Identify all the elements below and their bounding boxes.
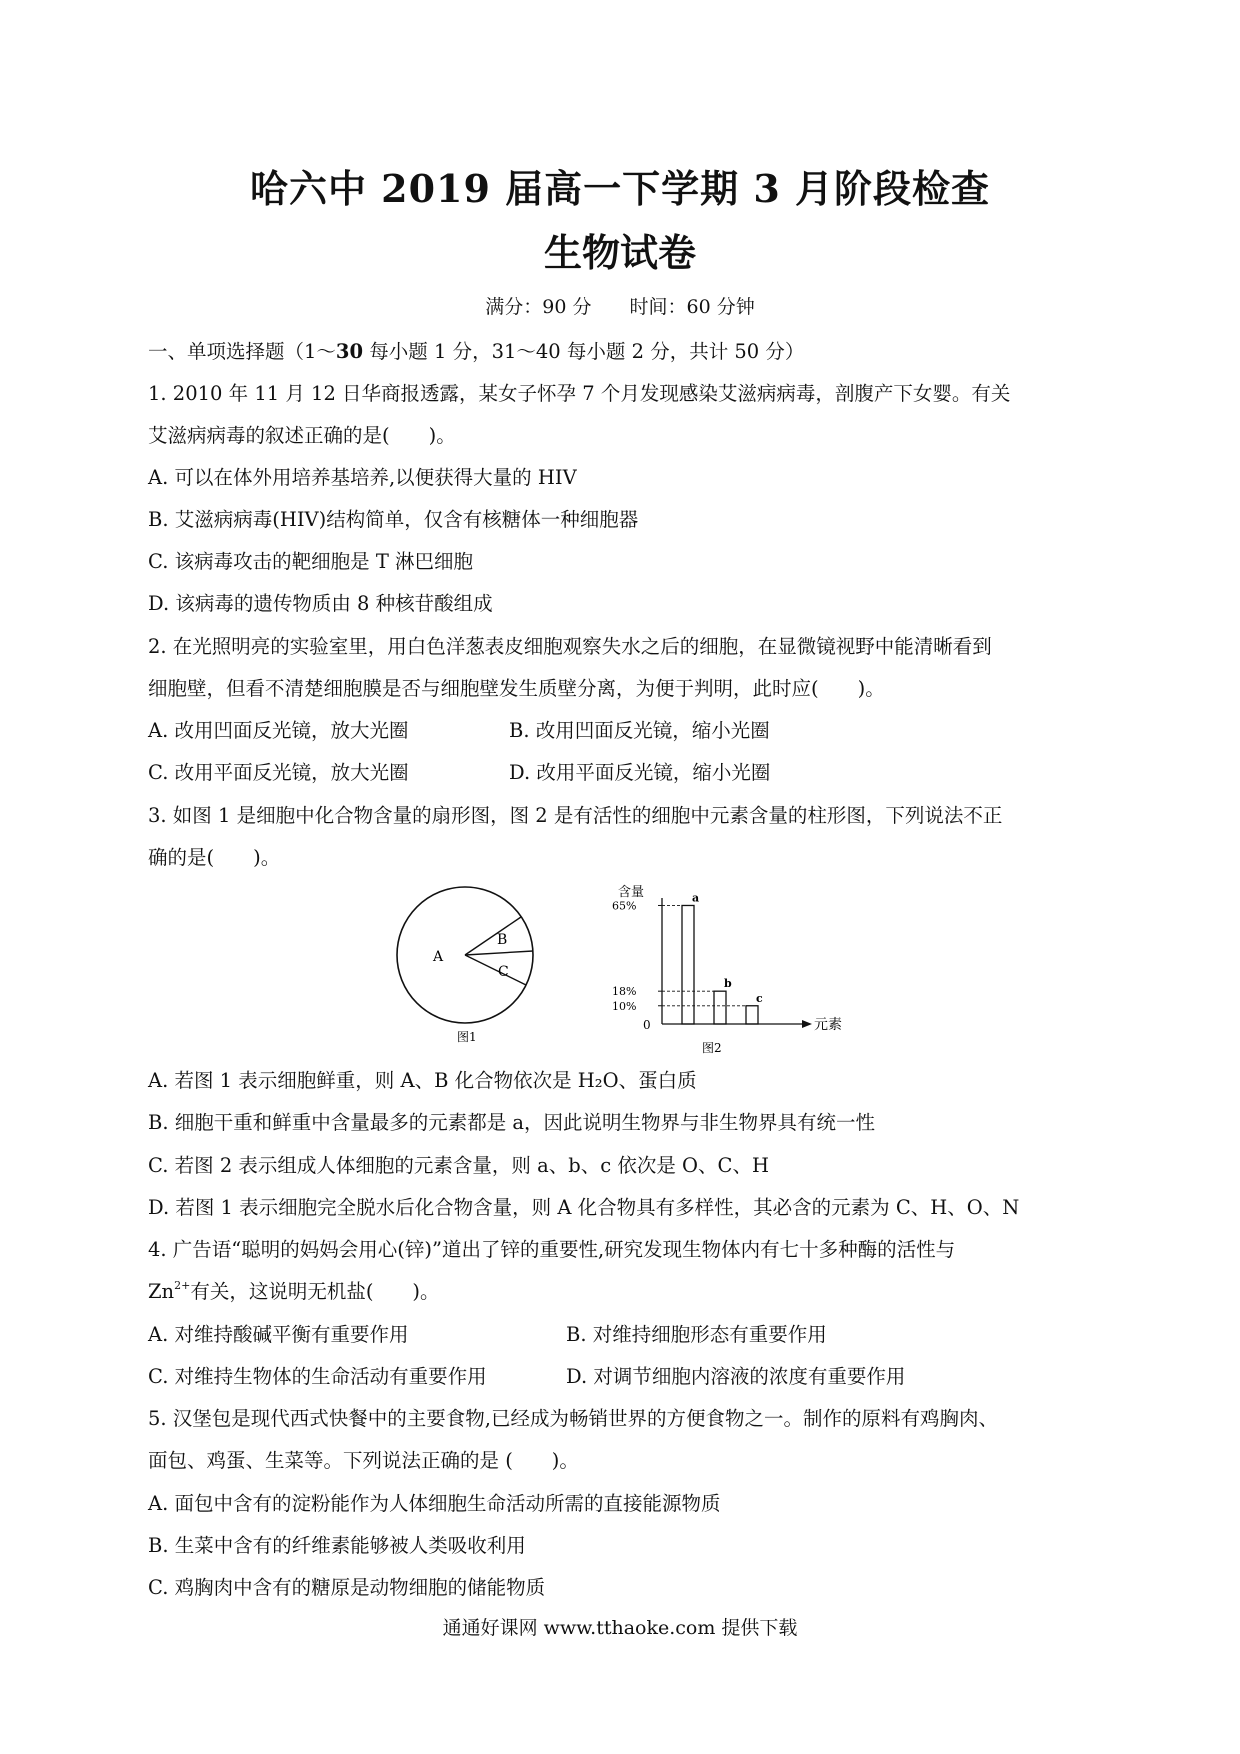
bar-label-b: b xyxy=(724,977,732,991)
bar-label-c: c xyxy=(756,991,763,1005)
x-axis-arrow xyxy=(802,1020,812,1028)
bar-b xyxy=(714,991,726,1024)
exam-title: 哈六中 2019 届高一下学期 3 月阶段检查 xyxy=(249,166,991,211)
pie-label-c: C xyxy=(498,964,509,980)
exam-meta xyxy=(0,292,1240,319)
y-tick-label: 10% xyxy=(612,999,637,1013)
exam-time: 时间：60 分钟 xyxy=(629,296,755,318)
figure-2-caption: 图2 xyxy=(702,1041,722,1055)
q5-option-a: A. 面包中含有的淀粉能作为人体细胞生命活动所需的直接能源物质 xyxy=(148,1492,721,1515)
bar-group xyxy=(612,891,763,1024)
x-axis-title: 元素 xyxy=(814,1017,842,1033)
q4-stem-line2 xyxy=(148,1279,440,1303)
q4-option-c: C. 对维持生物体的生命活动有重要作用 xyxy=(148,1365,487,1388)
section-heading xyxy=(148,342,804,362)
figure-1-pie xyxy=(395,885,535,1060)
q4-option-b: B. 对维持细胞形态有重要作用 xyxy=(566,1323,827,1346)
pie-divider-2 xyxy=(465,951,533,955)
q5-stem-line1: 5. 汉堡包是现代西式快餐中的主要食物,已经成为畅销世界的方便食物之一。制作的原料有鸡胸肉、 xyxy=(148,1407,999,1430)
q3-option-d: D. 若图 1 表示细胞完全脱水后化合物含量，则 A 化合物具有多样性，其必含的元素为 C、H、O、N xyxy=(148,1196,1020,1219)
pie-divider-3 xyxy=(465,955,526,985)
q1-option-b: B. 艾滋病病毒(HIV)结构简单，仅含有核糖体一种细胞器 xyxy=(148,508,639,531)
section-heading-post: 每小题 1 分，31～40 每小题 2 分，共计 50 分） xyxy=(363,340,805,363)
section-heading-pre: 一、单项选择题（1～ xyxy=(148,340,336,363)
q3-option-c: C. 若图 2 表示组成人体细胞的元素含量，则 a、b、c 依次是 O、C、H xyxy=(148,1154,769,1177)
q1-stem-line2: 艾滋病病毒的叙述正确的是( )。 xyxy=(148,424,456,447)
zinc-charge: 2+ xyxy=(174,1279,191,1292)
footer-source: 通通好课网 www.tthaoke.com 提供下载 xyxy=(442,1617,798,1639)
figure-1-caption: 图1 xyxy=(457,1030,477,1044)
y-axis-title: 含量 xyxy=(618,885,645,900)
q5-option-c: C. 鸡胸肉中含有的糖原是动物细胞的储能物质 xyxy=(148,1576,546,1599)
q2-stem-line2: 细胞壁，但看不清楚细胞膜是否与细胞壁发生质壁分离，为便于判明，此时应( )。 xyxy=(148,677,885,700)
q5-option-b: B. 生菜中含有的纤维素能够被人类吸收利用 xyxy=(148,1534,526,1557)
q1-option-d: D. 该病毒的遗传物质由 8 种核苷酸组成 xyxy=(148,592,493,615)
q4-stem-line1: 4. 广告语“聪明的妈妈会用心(锌)”道出了锌的重要性,研究发现生物体内有七十多种酶的活性与 xyxy=(148,1238,956,1261)
y-tick-label: 18% xyxy=(612,985,637,999)
q1-option-c: C. 该病毒攻击的靶细胞是 T 淋巴细胞 xyxy=(148,550,474,573)
q2-stem-line1: 2. 在光照明亮的实验室里，用白色洋葱表皮细胞观察失水之后的细胞，在显微镜视野中能清晰看到 xyxy=(148,635,992,658)
q3-stem-line2: 确的是( )。 xyxy=(148,846,281,869)
pie-label-b: B xyxy=(497,932,508,948)
q4-option-d: D. 对调节细胞内溶液的浓度有重要作用 xyxy=(566,1365,906,1388)
zinc-symbol: Zn xyxy=(148,1280,175,1303)
figure-2-bar-chart xyxy=(610,880,850,1055)
q2-option-a: A. 改用凹面反光镜，放大光圈 xyxy=(148,719,409,742)
q4-option-a: A. 对维持酸碱平衡有重要作用 xyxy=(148,1323,409,1346)
q2-option-c: C. 改用平面反光镜，放大光圈 xyxy=(148,761,409,784)
q1-option-a: A. 可以在体外用培养基培养,以便获得大量的 HIV xyxy=(148,466,577,489)
q3-option-b: B. 细胞干重和鲜重中含量最多的元素都是 a，因此说明生物界与非生物界具有统一性 xyxy=(148,1111,876,1134)
q2-option-b: B. 改用凹面反光镜，缩小光圈 xyxy=(509,719,770,742)
bar-a xyxy=(682,905,694,1024)
q3-option-a: A. 若图 1 表示细胞鲜重，则 A、B 化合物依次是 H₂O、蛋白质 xyxy=(148,1069,697,1092)
pie-label-a: A xyxy=(433,949,444,965)
q2-option-d: D. 改用平面反光镜，缩小光圈 xyxy=(509,761,771,784)
y-zero-label: 0 xyxy=(643,1018,651,1032)
q1-stem-line1: 1. 2010 年 11 月 12 日华商报透露，某女子怀孕 7 个月发现感染艾滋病病毒，剖腹产下女婴。有关 xyxy=(148,382,1011,405)
q3-stem-line1: 3. 如图 1 是细胞中化合物含量的扇形图，图 2 是有活性的细胞中元素含量的柱形图，下列说法不正 xyxy=(148,804,1003,827)
q4-stem-line2-rest: 有关，这说明无机盐( )。 xyxy=(190,1280,440,1303)
section-heading-bold: 30 xyxy=(335,340,364,363)
pie-divider-1 xyxy=(465,917,521,955)
q5-stem-line2: 面包、鸡蛋、生菜等。下列说法正确的是 ( )。 xyxy=(148,1449,579,1472)
full-score: 满分：90 分 xyxy=(485,296,592,318)
bar-c xyxy=(746,1006,758,1024)
y-tick-label: 65% xyxy=(612,899,637,913)
exam-subtitle: 生物试卷 xyxy=(543,230,696,275)
bar-label-a: a xyxy=(692,891,700,905)
